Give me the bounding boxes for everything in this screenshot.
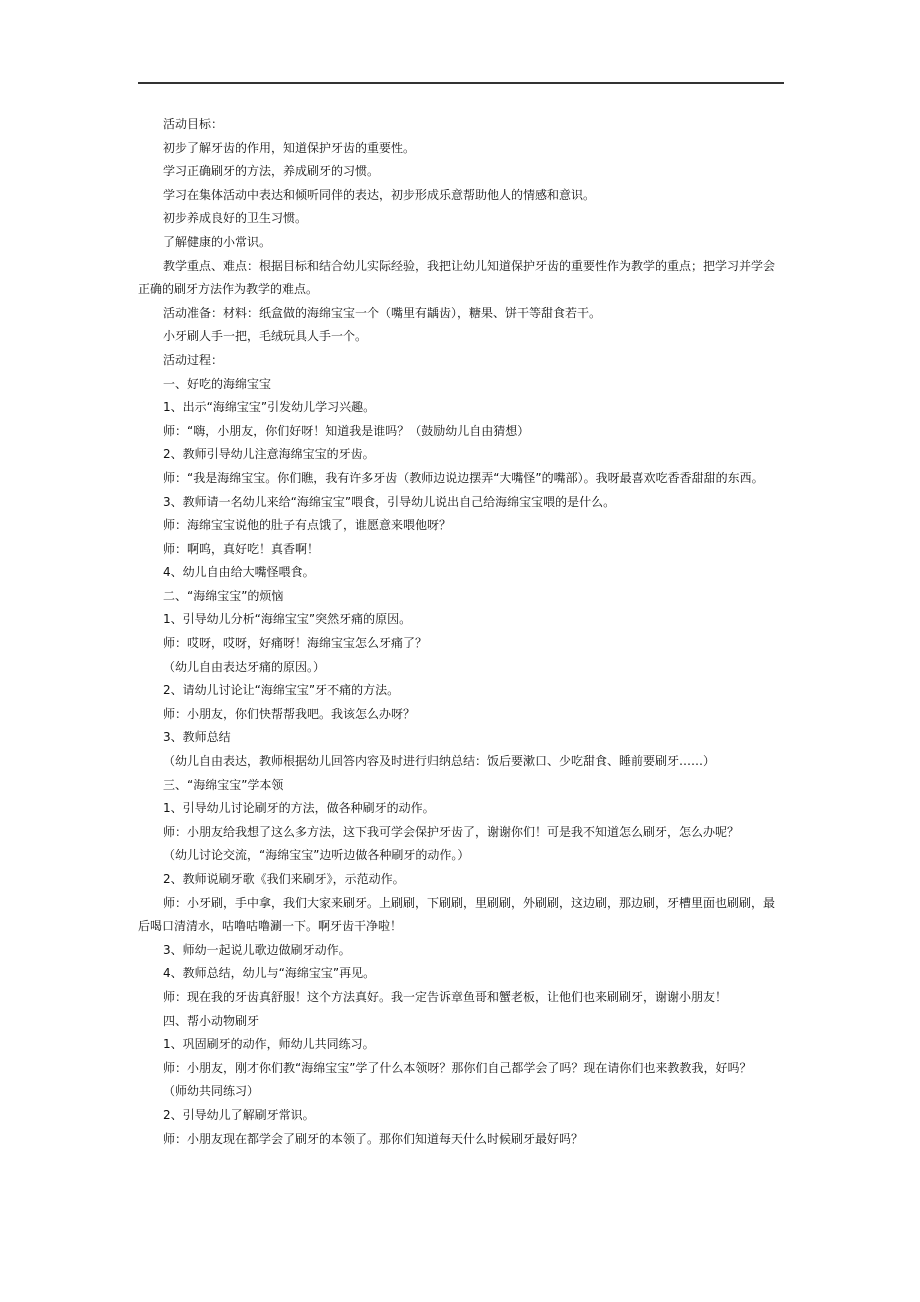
paragraph: 师：“我是海绵宝宝。你们瞧，我有许多牙齿（教师边说边摆弄“大嘴怪”的嘴部）。我呀最喜欢吃香香甜甜的东西。: [163, 470, 764, 485]
paragraph: 2、教师引导幼儿注意海绵宝宝的牙齿。: [163, 447, 375, 462]
paragraph: 师：哎呀，哎呀，好痛呀！海绵宝宝怎么牙痛了？: [163, 636, 428, 651]
paragraph: 师：“嗨，小朋友，你们好呀！知道我是谁吗？（鼓励幼儿自由猜想）: [163, 423, 530, 438]
paragraph: 师：小朋友，刚才你们教“海绵宝宝”学了什么本领呀？那你们自己都学会了吗？现在请你们也来教教我，好吗？: [163, 1060, 752, 1075]
paragraph: 1、巩固刷牙的动作，师幼儿共同练习。: [163, 1037, 375, 1052]
paragraph: 初步了解牙齿的作用，知道保护牙齿的重要性。: [163, 140, 416, 155]
paragraph: （幼儿自由表达，教师根据幼儿回答内容及时进行归纳总结：饭后要漱口、少吃甜食、睡前要刷牙……）: [163, 754, 716, 769]
paragraph: 活动过程：: [163, 352, 224, 367]
paragraph: （师幼共同练习）: [163, 1084, 260, 1099]
paragraph: 师：现在我的牙齿真舒服！这个方法真好。我一定告诉章鱼哥和蟹老板，让他们也来刷刷牙，谢谢小朋友！: [163, 989, 728, 1004]
section-heading: 二、“海绵宝宝”的烦恼: [163, 588, 284, 603]
paragraph: 4、幼儿自由给大嘴怪喂食。: [163, 565, 315, 580]
paragraph: 2、引导幼儿了解刷牙常识。: [163, 1107, 315, 1122]
paragraph: 3、师幼一起说儿歌边做刷牙动作。: [163, 942, 351, 957]
paragraph: 师：海绵宝宝说他的肚子有点饿了，谁愿意来喂他呀？: [163, 518, 452, 533]
paragraph: 4、教师总结，幼儿与“海绵宝宝”再见。: [163, 966, 376, 981]
paragraph: （幼儿讨论交流，“海绵宝宝”边听边做各种刷牙的动作。）: [163, 848, 470, 863]
section-heading: 一、好吃的海绵宝宝: [163, 376, 272, 391]
paragraph: 师：啊呜，真好吃！真香啊！: [163, 541, 320, 556]
paragraph: 了解健康的小常识。: [163, 234, 272, 249]
section-heading: 三、“海绵宝宝”学本领: [163, 777, 284, 792]
paragraph: 师：小朋友给我想了这么多方法，这下我可学会保护牙齿了，谢谢你们！可是我不知道怎么刷牙，怎么办呢？: [163, 824, 740, 839]
paragraph: 活动目标：: [163, 117, 224, 131]
paragraph: 学习在集体活动中表达和倾听同伴的表达，初步形成乐意帮助他人的情感和意识。: [163, 187, 596, 202]
document-body: [138, 113, 784, 1151]
paragraph: 教学重点、难点：根据目标和结合幼儿实际经验，我把让幼儿知道保护牙齿的重要性作为教学的重点；把学习并学会正确的刷牙方法作为教学的难点。: [138, 258, 776, 297]
section-heading: 四、帮小动物刷牙: [163, 1013, 260, 1028]
paragraph: 师：小朋友现在都学会了刷牙的本领了。那你们知道每天什么时候刷牙最好吗？: [163, 1131, 584, 1146]
paragraph: 1、引导幼儿讨论刷牙的方法，做各种刷牙的动作。: [163, 801, 435, 816]
paragraph: 1、出示“海绵宝宝”引发幼儿学习兴趣。: [163, 400, 376, 415]
paragraph: （幼儿自由表达牙痛的原因。）: [163, 659, 326, 674]
paragraph: 学习正确刷牙的方法，养成刷牙的习惯。: [163, 164, 380, 179]
paragraph: 师：小朋友，你们快帮帮我吧。我该怎么办呀？: [163, 706, 416, 721]
header-divider: [138, 82, 784, 84]
paragraph: 3、教师请一名幼儿来给“海绵宝宝”喂食，引导幼儿说出自己给海绵宝宝喂的是什么。: [163, 494, 616, 509]
paragraph: 初步养成良好的卫生习惯。: [163, 211, 308, 226]
paragraph: 师：小牙刷，手中拿，我们大家来刷牙。上刷刷，下刷刷，里刷刷，外刷刷，这边刷，那边刷，牙槽里面也刷刷，最后喝口清清水，咕噜咕噜涮一下。啊牙齿干净啦！: [138, 895, 776, 934]
paragraph: 2、请幼儿讨论让“海绵宝宝”牙不痛的方法。: [163, 683, 400, 698]
paragraph: 3、教师总结: [163, 730, 231, 745]
paragraph: 2、教师说刷牙歌《我们来刷牙》，示范动作。: [163, 872, 405, 886]
paragraph: 小牙刷人手一把，毛绒玩具人手一个。: [163, 329, 368, 344]
paragraph: 活动准备：材料：纸盒做的海绵宝宝一个（嘴里有龋齿），糖果、饼干等甜食若干。: [163, 305, 602, 320]
paragraph: 1、引导幼儿分析“海绵宝宝”突然牙痛的原因。: [163, 612, 412, 627]
